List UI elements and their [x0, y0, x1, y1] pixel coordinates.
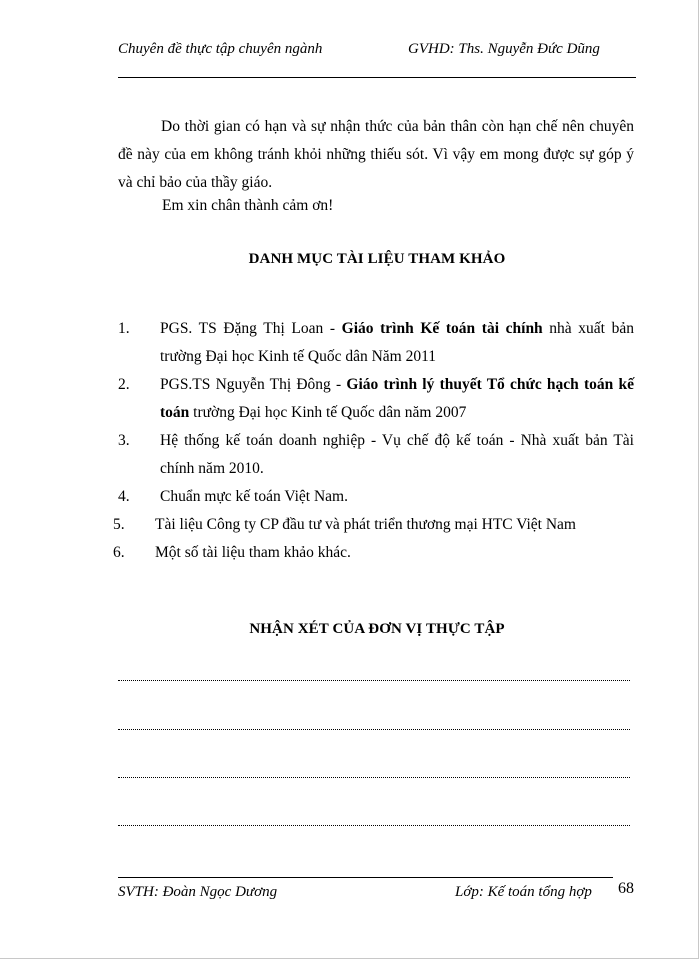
review-dotted-line [118, 777, 630, 779]
header-document-title: Chuyên đề thực tập chuyên ngành [118, 41, 323, 57]
reference-number: 4. [118, 488, 130, 505]
footer-student: SVTH: Đoàn Ngọc Dương [118, 884, 278, 900]
thanks-line: Em xin chân thành cảm ơn! [162, 197, 334, 214]
reference-text: PGS. TS Đặng Thị Loan - Giáo trình Kế toán tài chính nhà xuất bản trường Đại học Kinh tế Quốc dân Năm 2011 [160, 320, 634, 365]
review-dotted-line [118, 680, 630, 682]
footer-rule [118, 877, 613, 878]
page-number: 68 [618, 880, 634, 897]
review-title: NHẬN XÉT CỦA ĐƠN VỊ THỰC TẬP [249, 621, 505, 637]
reference-number: 6. [113, 544, 125, 561]
reference-number: 3. [118, 432, 130, 449]
reference-number: 5. [113, 516, 125, 533]
reference-number: 1. [118, 320, 130, 337]
references-title: DANH MỤC TÀI LIỆU THAM KHẢO [248, 251, 506, 267]
reference-text: Một số tài liệu tham khảo khác. [155, 544, 351, 561]
reference-text: Tài liệu Công ty CP đầu tư và phát triển thương mại HTC Việt Nam [155, 516, 576, 533]
reference-text: Chuẩn mực kế toán Việt Nam. [160, 488, 348, 505]
reference-text: PGS.TS Nguyễn Thị Đông - Giáo trình lý thuyết Tổ chức hạch toán kế toán trường Đại học Kinh tế Quốc dân năm 2007 [160, 376, 635, 421]
review-dotted-line [118, 729, 630, 731]
review-dotted-line [118, 825, 630, 827]
reference-number: 2. [118, 376, 130, 393]
closing-paragraph: Do thời gian có hạn và sự nhận thức của bản thân còn hạn chế nên chuyên đề này của em không tránh khỏi những thiếu sót. Vì vậy em mong được sự góp ý và chỉ bảo của thầy giáo. [118, 118, 634, 191]
header-rule [118, 77, 636, 78]
footer-class: Lớp: Kế toán tổng hợp [455, 884, 592, 900]
header-supervisor: GVHD: Ths. Nguyễn Đức Dũng [408, 41, 600, 57]
reference-text: Hệ thống kế toán doanh nghiệp - Vụ chế độ kế toán - Nhà xuất bản Tài chính năm 2010. [160, 432, 634, 477]
